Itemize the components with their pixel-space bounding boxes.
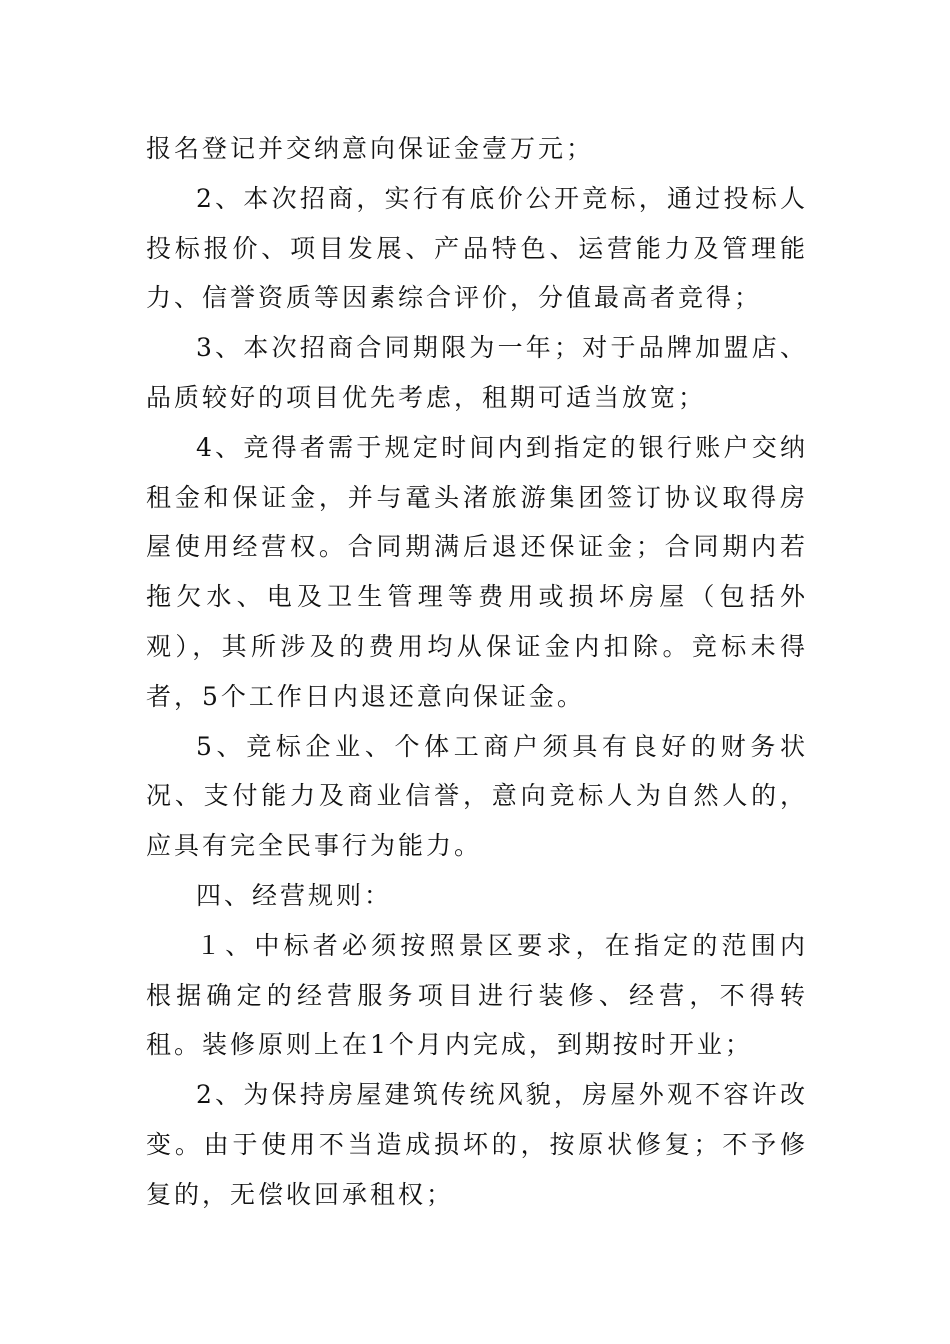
paragraph-item-2-bidding: 2、本次招商，实行有底价公开竞标，通过投标人投标报价、项目发展、产品特色、运营能力及管理能力、信誉资质等因素综合评价，分值最高者竞得；: [146, 183, 808, 313]
section-heading-operating-rules: 四、经营规则：: [196, 880, 393, 910]
paragraph-item-4-payment: 4、竞得者需于规定时间内到指定的银行账户交纳租金和保证金，并与鼋头渚旅游集团签订协议取得房屋使用经营权。合同期满后退还保证金；合同期内若拖欠水、电及卫生管理等费用或损坏房屋（包括外观），其所涉及的费用均从保证金内扣除。竞标未得者，5个工作日内退还意向保证金。: [146, 432, 808, 711]
paragraph-item-3-contract-term: 3、本次招商合同期限为一年；对于品牌加盟店、品质较好的项目优先考虑，租期可适当放宽；: [146, 333, 808, 412]
paragraph-deposit-registration: 报名登记并交纳意向保证金壹万元；: [146, 134, 595, 163]
paragraph-item-5-qualification: 5、竞标企业、个体工商户须具有良好的财务状况、支付能力及商业信誉，意向竞标人为自然人的，应具有完全民事行为能力。: [146, 731, 808, 861]
document-page: [146, 124, 808, 1220]
paragraph-rule-1-renovation: １、中标者必须按照景区要求，在指定的范围内根据确定的经营服务项目进行装修、经营，不得转租。装修原则上在1个月内完成，到期按时开业；: [146, 930, 808, 1060]
paragraph-rule-2-appearance: 2、为保持房屋建筑传统风貌，房屋外观不容许改变。由于使用不当造成损坏的，按原状修复；不予修复的，无偿收回承租权；: [146, 1080, 808, 1209]
